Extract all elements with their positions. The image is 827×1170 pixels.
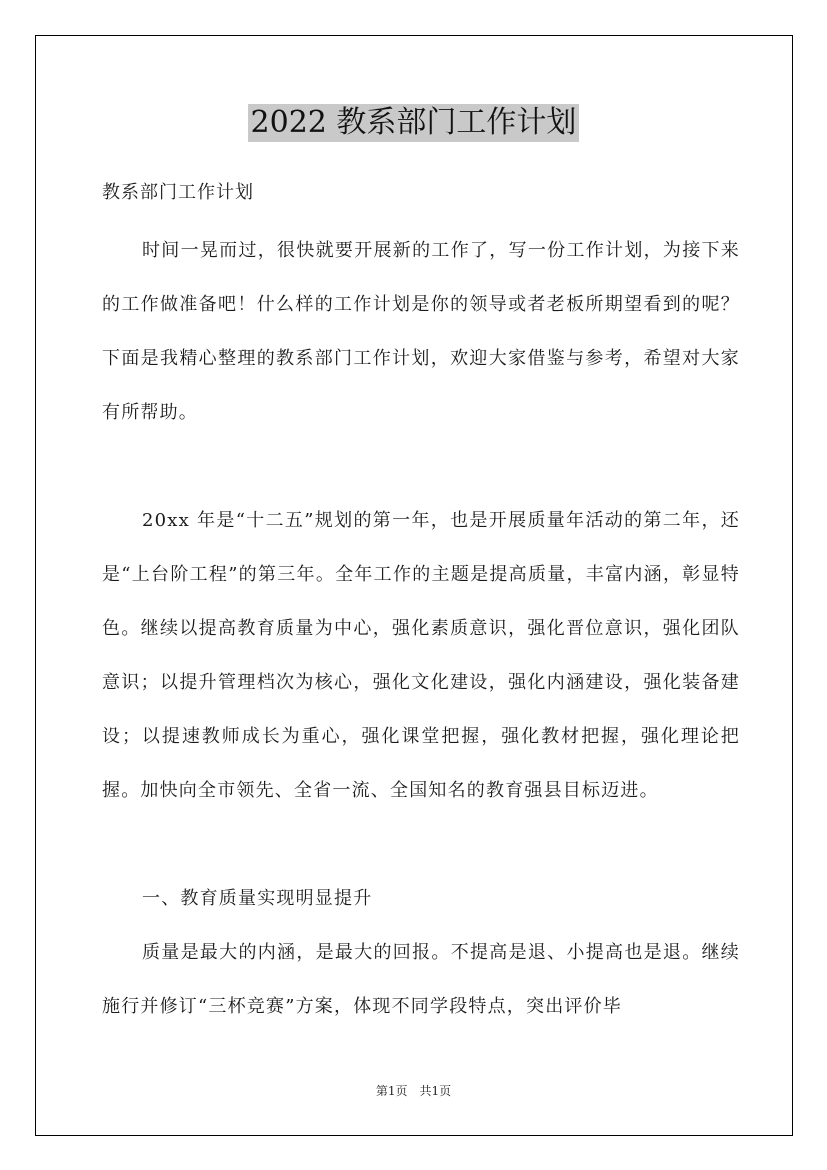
- paragraph-overview: 20xx 年是“十二五”规划的第一年，也是开展质量年活动的第二年，还是“上台阶工程”的第三年。全年工作的主题是提高质量，丰富内涵，彰显特色。继续以提高教育质量为中心，强化素质意识，强化晋位意识，强化团队意识；以提升管理档次为核心，强化文化建设，强化内涵建设，强化装备建设；以提速教师成长为重心，强化课堂把握，强化教材把握，强化理论把握。加快向全市领先、全省一流、全国知名的教育强县目标迈进。: [102, 510, 740, 801]
- paragraph-quality: 质量是最大的内涵，是最大的回报。不提高是退、小提高也是退。继续施行并修订“三杯竞赛”方案，体现不同学段特点，突出评价毕: [102, 942, 740, 1017]
- paragraph-intro: 时间一晃而过，很快就要开展新的工作了，写一份工作计划，为接下来的工作做准备吧！什么样的工作计划是你的领导或者老板所期望看到的呢？下面是我精心整理的教系部门工作计划，欢迎大家借鉴与参考，希望对大家有所帮助。: [102, 240, 740, 423]
- document-subtitle: 教系部门工作计划: [102, 182, 254, 203]
- document-title: 2022 教系部门工作计划: [248, 104, 580, 142]
- section-heading-quality: 一、教育质量实现明显提升: [142, 888, 373, 909]
- title-container: [0, 104, 827, 142]
- page-footer: 第1页 共1页: [375, 1084, 452, 1098]
